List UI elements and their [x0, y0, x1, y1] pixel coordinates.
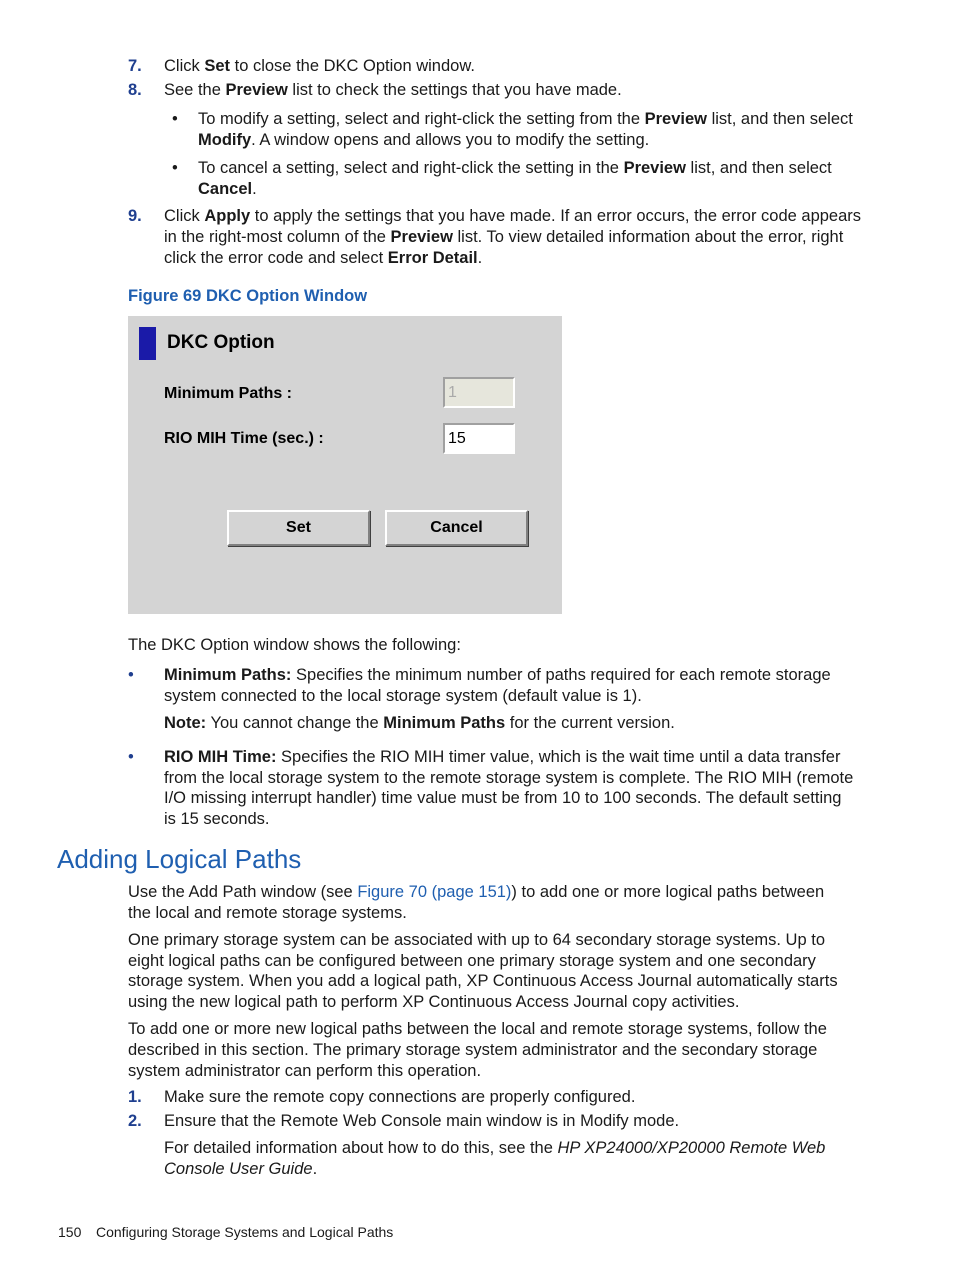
para1-text: Use the Add Path window (see	[128, 883, 358, 901]
step-7-text	[164, 56, 475, 76]
step-9-term: Preview	[390, 228, 453, 246]
figure-caption: Figure 69 DKC Option Window	[128, 287, 368, 305]
bullet-dot: •	[172, 110, 178, 128]
bullet-dot: •	[172, 159, 178, 177]
para2-line: using the new logical path to perform XP Continuous Access Journal copy activities.	[128, 993, 740, 1011]
step-2-detail-line2	[164, 1159, 317, 1179]
rio-term: RIO MIH Time:	[164, 748, 277, 766]
sub-bullet-1-text: To modify a setting, select and right-click the setting from the	[198, 110, 645, 128]
step-1-number: 1.	[128, 1088, 142, 1106]
figure-70-link[interactable]: Figure 70 (page 151)	[357, 883, 512, 901]
min-paths-def-line2: system connected to the local storage system (default value is 1).	[164, 687, 642, 705]
step-7-text-a: Click	[164, 57, 205, 75]
sub-bullet-2-line1	[198, 158, 832, 178]
para2-line: eight logical paths can be configured between one primary storage system and one secondary	[128, 952, 816, 970]
step-9-line2	[164, 227, 843, 247]
step-9-line3	[164, 248, 482, 268]
sub-bullet-1-text: . A window opens and allows you to modify the setting.	[251, 131, 650, 149]
step-2-text: Ensure that the Remote Web Console main window is in Modify mode.	[164, 1112, 680, 1130]
guide-title: HP XP24000/XP20000 Remote Web	[557, 1139, 826, 1157]
step-2-detail-line1	[164, 1138, 825, 1158]
step-8-text	[164, 80, 622, 100]
note-text: You cannot change the	[206, 714, 384, 732]
min-paths-label: Minimum Paths :	[164, 385, 293, 402]
step-9-text: to apply the settings that you have made. If an error occurs, the error code appears	[250, 207, 862, 225]
sub-bullet-1-term: Preview	[644, 110, 707, 128]
step-2-detail-text: .	[312, 1160, 318, 1178]
rio-mih-time-label: RIO MIH Time (sec.) :	[164, 430, 324, 447]
step-9-term: Error Detail	[387, 249, 478, 267]
step-9-text: click the error code and select	[164, 249, 388, 267]
sub-bullet-2-line2	[198, 179, 257, 199]
guide-title: Console User Guide	[164, 1160, 313, 1178]
footer-title: Configuring Storage Systems and Logical Paths	[96, 1224, 394, 1240]
step-1-text: Make sure the remote copy connections are properly configured.	[164, 1088, 636, 1106]
step-9-text: list. To view detailed information about the error, right	[452, 228, 844, 246]
sub-bullet-1-term: Modify	[198, 131, 252, 149]
min-paths-text: Specifies the minimum number of paths required for each remote storage	[291, 666, 831, 684]
sub-bullet-1-text: list, and then select	[707, 110, 853, 128]
step-8-text-b: list to check the settings that you have made.	[287, 81, 622, 99]
para1-text: ) to add one or more logical paths between	[511, 883, 825, 901]
rio-def-line4: is 15 seconds.	[164, 810, 270, 828]
bullet-dot: •	[128, 748, 134, 766]
note-text: for the current version.	[505, 714, 675, 732]
para1-line2: the local and remote storage systems.	[128, 904, 407, 922]
para3-line: described in this section. The primary storage system administrator and the secondary storage	[128, 1041, 818, 1059]
min-paths-note	[164, 713, 675, 733]
bullet-dot: •	[128, 666, 134, 684]
sub-bullet-1-line1	[198, 109, 853, 129]
step-9-line1	[164, 206, 861, 226]
set-button[interactable]: Set	[227, 510, 370, 546]
step-9-number: 9.	[128, 207, 142, 225]
shows-intro: The DKC Option window shows the following:	[128, 636, 461, 654]
step-8-text-a: See the	[164, 81, 226, 99]
step-9-text: in the right-most column of the	[164, 228, 391, 246]
rio-def-line3: I/O missing interrupt handler) time value must be from 10 to 100 seconds. The default setting	[164, 789, 842, 807]
note-label: Note:	[164, 714, 207, 732]
sub-bullet-2-term: Preview	[623, 159, 686, 177]
cancel-button[interactable]: Cancel	[385, 510, 528, 546]
step-2-number: 2.	[128, 1112, 142, 1130]
para3-line: To add one or more new logical paths between the local and remote storage systems, follow the	[128, 1020, 827, 1038]
section-heading: Adding Logical Paths	[57, 844, 302, 874]
step-7-text-b: to close the DKC Option window.	[230, 57, 475, 75]
sub-bullet-2-text: .	[252, 180, 257, 198]
sub-bullet-2-term: Cancel	[198, 180, 253, 198]
dkc-option-window	[128, 316, 562, 614]
sub-bullet-1-line2	[198, 130, 649, 150]
step-7-number: 7.	[128, 57, 142, 75]
title-accent-bar	[139, 327, 156, 360]
rio-def-line2: from the local storage system to the remote storage system is complete. The RIO MIH (remote	[164, 769, 854, 787]
rio-def-line1	[164, 747, 840, 767]
min-paths-def-line1	[164, 665, 831, 685]
sub-bullet-2-text: list, and then select	[685, 159, 832, 177]
para1-line1	[128, 882, 824, 902]
page-number: 150	[58, 1224, 82, 1240]
min-paths-field: 1	[443, 377, 515, 408]
para3-line: system administrator can perform this operation.	[128, 1062, 482, 1080]
para2-line: One primary storage system can be associated with up to 64 secondary storage systems. Up to	[128, 931, 825, 949]
para2-line: storage system. When you add a logical path, XP Continuous Access Journal automatically starts	[128, 972, 838, 990]
step-9-text: .	[477, 249, 483, 267]
step-8-number: 8.	[128, 81, 142, 99]
step-7-term: Set	[204, 57, 231, 75]
step-9-text: Click	[164, 207, 205, 225]
rio-text: Specifies the RIO MIH timer value, which is the wait time until a data transfer	[276, 748, 841, 766]
note-term: Minimum Paths	[383, 714, 506, 732]
min-paths-term: Minimum Paths:	[164, 666, 292, 684]
step-9-term: Apply	[204, 207, 251, 225]
rio-mih-time-field[interactable]: 15	[443, 423, 515, 454]
step-2-detail-text: For detailed information about how to do this, see the	[164, 1139, 558, 1157]
step-8-term: Preview	[225, 81, 288, 99]
sub-bullet-2-text: To cancel a setting, select and right-click the setting in the	[198, 159, 624, 177]
dkc-window-title: DKC Option	[167, 332, 275, 353]
